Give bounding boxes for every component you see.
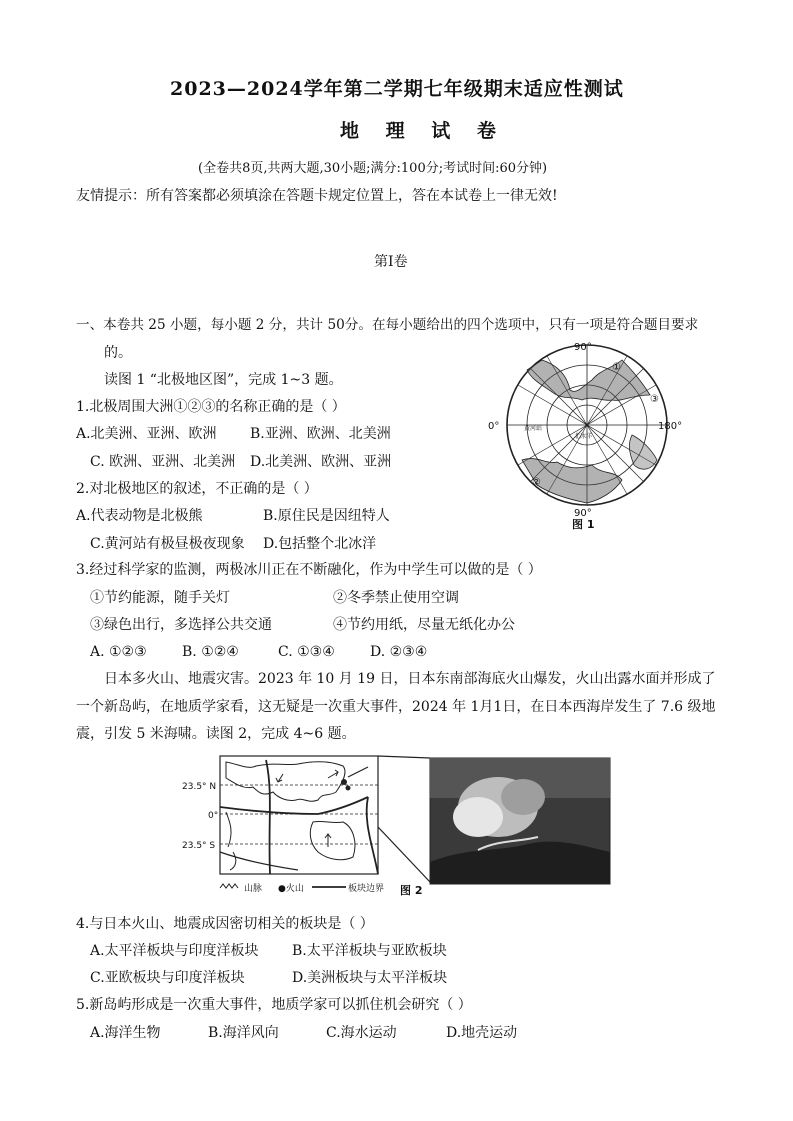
- q1-option-d: D.北美洲、欧洲、亚洲: [250, 454, 392, 470]
- q1-option-b: B.亚洲、欧洲、北美洲: [250, 426, 391, 442]
- fig1-marker-3: ③: [650, 394, 659, 405]
- q4-option-a: A.太平洋板块与印度洋板块: [90, 943, 259, 959]
- fig1-label-top: 90°: [574, 342, 592, 353]
- q3-option-a: A. ①②③: [90, 644, 147, 660]
- q2-option-c: C.黄河站有极昼极夜现象: [90, 536, 245, 552]
- q3-option-d: D. ②③④: [370, 644, 428, 660]
- q1-option-c: C. 欧洲、亚洲、北美洲: [90, 454, 236, 470]
- q4-option-d: D.美洲板块与太平洋板块: [292, 970, 448, 986]
- exam-subtitle: 地 理 试 卷: [340, 120, 506, 142]
- fig1-marker-1: ①: [612, 362, 621, 373]
- arctic-map-figure: [482, 340, 687, 530]
- q1-option-a: A.北美洲、亚洲、欧洲: [76, 426, 217, 442]
- fig1-label-right: 180°: [658, 421, 683, 432]
- q2-stem: 2.对北极地区的叙述，不正确的是（ ）: [76, 481, 318, 497]
- volcano-eruption-photo: [430, 758, 610, 884]
- fig2-legend-mountain: 山脉: [244, 884, 263, 894]
- q1-stem: 1.北极周围大洲①②③的名称正确的是（ ）: [76, 399, 346, 415]
- fig2-lat-north: 23.5° N: [182, 782, 217, 792]
- passage2-line3: 震，引发 5 米海啸。读图 2，完成 4~6 题。: [76, 726, 356, 742]
- q2-option-a: A.代表动物是北极熊: [76, 508, 203, 524]
- q3-item-4: ④节约用纸，尽量无纸化办公: [333, 617, 515, 633]
- part1-intro-line2: 的。: [104, 345, 132, 361]
- fig2-legend-volcano: ●火山: [278, 884, 304, 894]
- fig1-ocean-label: 北冰洋: [574, 433, 593, 440]
- q3-item-2: ②冬季禁止使用空调: [333, 590, 459, 606]
- q3-option-c: C. ①③④: [278, 644, 335, 660]
- part1-intro-line1: 一、本卷共 25 小题，每小题 2 分，共计 50分。在每小题给出的四个选项中，只有一项是符合题目要求: [76, 317, 699, 333]
- q4-stem: 4.与日本火山、地震成因密切相关的板块是（ ）: [76, 916, 374, 932]
- plate-map-figure: [178, 752, 618, 902]
- q2-option-b: B.原住民是因纽特人: [263, 508, 390, 524]
- q3-option-b: B. ①②④: [182, 644, 239, 660]
- fig1-station-label: 黄河站: [524, 425, 543, 432]
- q5-option-d: D.地壳运动: [446, 1025, 518, 1041]
- fig1-label-bottom: 90°: [574, 508, 592, 519]
- mountain-legend-icon: [220, 884, 238, 888]
- fig2-legend-boundary: 板块边界: [348, 884, 385, 894]
- q5-option-a: A.海洋生物: [90, 1025, 161, 1041]
- fig2-lat-south: 23.5° S: [182, 841, 216, 851]
- q5-option-c: C.海水运动: [326, 1025, 397, 1041]
- passage2-line2: 一个新岛屿，在地质学家看，这无疑是一次重大事件，2024 年 1月1日，在日本西海岸发生了 7.6 级地: [76, 699, 716, 715]
- read-figure1: 读图 1 “北极地区图”，完成 1~3 题。: [104, 372, 343, 388]
- passage2-line1: 日本多火山、地震灾害。2023 年 10 月 19 日，日本东南部海底火山爆发，火山出露水面并形成了: [104, 671, 716, 687]
- fig2-lat-equator: 0°: [208, 811, 219, 821]
- section-title: 第Ⅰ卷: [374, 254, 408, 270]
- exam-info: (全卷共8页,共两大题,30小题;满分:100分;考试时间:60分钟): [198, 161, 548, 176]
- q4-option-c: C.亚欧板块与印度洋板块: [90, 970, 245, 986]
- q3-item-3: ③绿色出行，多选择公共交通: [90, 617, 272, 633]
- exam-title: 2023—2024学年第二学期七年级期末适应性测试: [170, 78, 624, 100]
- fig1-marker-2: ②: [532, 477, 541, 488]
- q5-option-b: B.海洋风向: [208, 1025, 279, 1041]
- q3-item-1: ①节约能源，随手关灯: [90, 590, 230, 606]
- fig1-label-left: 0°: [488, 421, 500, 432]
- q2-option-d: D.包括整个北冰洋: [263, 536, 377, 552]
- q3-stem: 3.经过科学家的监测，两极冰川正在不断融化，作为中学生可以做的是（ ）: [76, 562, 542, 578]
- fig1-caption: 图 1: [572, 518, 595, 530]
- q5-stem: 5.新岛屿形成是一次重大事件，地质学家可以抓住机会研究（ ）: [76, 997, 472, 1013]
- fig2-caption: 图 2: [400, 884, 423, 897]
- q4-option-b: B.太平洋板块与亚欧板块: [292, 943, 447, 959]
- exam-tip: 友情提示：所有答案都必须填涂在答题卡规定位置上，答在本试卷上一律无效!: [76, 188, 558, 204]
